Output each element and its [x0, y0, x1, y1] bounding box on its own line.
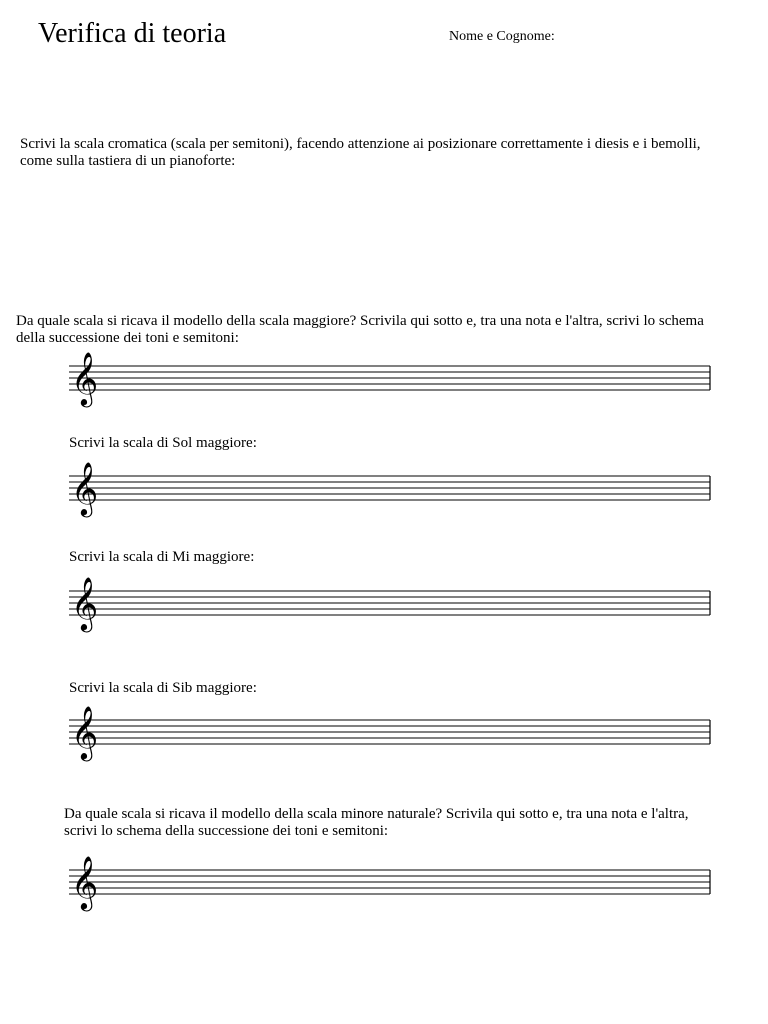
page-title: Verifica di teoria — [38, 18, 227, 49]
staff-sol-major — [69, 462, 712, 522]
staff-natural-minor-model — [69, 856, 712, 916]
staff-mi-major — [69, 577, 712, 637]
treble-clef-icon: 𝄞 — [71, 855, 99, 909]
staff-sib-major — [69, 706, 712, 766]
treble-clef-icon: 𝄞 — [71, 461, 99, 515]
name-field-label: Nome e Cognome: — [449, 29, 555, 44]
treble-clef-icon: 𝄞 — [71, 351, 99, 405]
question-sol-major: Scrivi la scala di Sol maggiore: — [69, 435, 257, 451]
question-chromatic-scale: Scrivi la scala cromatica (scala per semitoni), facendo attenzione ai posizionare correttamente i diesis e i bemolli, come sulla tastiera di un pianoforte: — [20, 136, 701, 169]
question-major-scale-model: Da quale scala si ricava il modello della scala maggiore? Scrivila qui sotto e, tra una nota e l'altra, scrivi lo schema della successione dei toni e semitoni: — [16, 313, 704, 346]
treble-clef-icon: 𝄞 — [71, 576, 99, 630]
treble-clef-icon: 𝄞 — [71, 705, 99, 759]
question-natural-minor-model: Da quale scala si ricava il modello della scala minore naturale? Scrivila qui sotto e, tra una nota e l'altra, scrivi lo schema della successione dei toni e semitoni: — [64, 806, 689, 839]
question-mi-major: Scrivi la scala di Mi maggiore: — [69, 549, 255, 565]
question-sib-major: Scrivi la scala di Sib maggiore: — [69, 680, 257, 696]
staff-major-scale-model — [69, 352, 712, 412]
